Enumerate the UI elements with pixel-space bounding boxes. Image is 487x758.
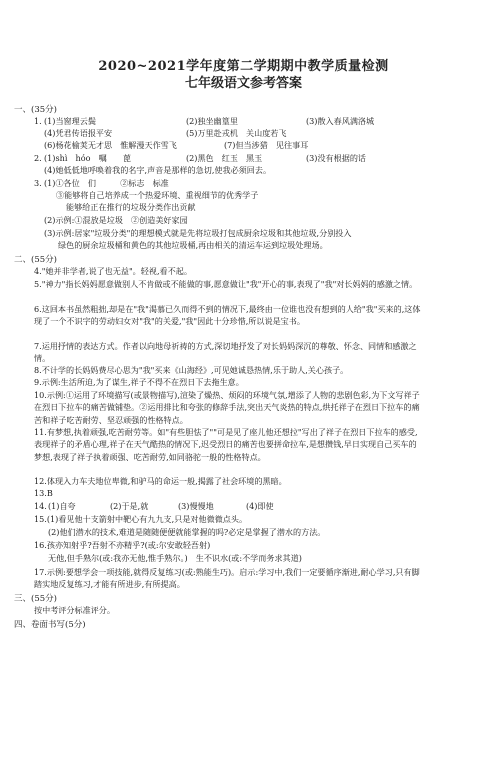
q16-answer-1: 16.孩亦知射乎?吾射不亦精乎?(或:尔安敢轻吾射) <box>34 540 211 550</box>
q1-answer-3: (3)散入春风满洛城 <box>306 116 375 126</box>
q9-answer: 9.示例:生活所迫,为了谋生,祥子不得不在烈日下去拖生意。 <box>34 377 244 387</box>
q4-answer: 4."她并非学者,说了也无益"。轻视,看不起。 <box>34 266 192 276</box>
section-three-note: 按中考评分标准评分。 <box>34 605 115 615</box>
q12-answer: 12.体现入力车夫地位卑微,和驴马的命运一般,揭露了社会环境的黑暗。 <box>34 476 287 486</box>
q15-answer-1: 15.(1)看见他十支箭射中靶心有九九支,只是对他微微点头。 <box>34 514 248 524</box>
section-three-heading: 三、(55分) <box>14 594 57 604</box>
q3-number: 3. <box>34 178 42 188</box>
q3-answer-3: 能够给正在推行的垃圾分类作出贡献 <box>66 202 196 212</box>
q3-answer-2: ③能够将自己培养成一个热爱环境、重视细节的优秀学子 <box>56 190 259 200</box>
section-one-heading: 一、(35分) <box>14 105 57 115</box>
q8-answer: 8.不计学的长妈妈费尽心思为"我"买来《山海经》,可见她诚恳热情,乐于助人,关心孩子。 <box>34 365 349 375</box>
q1-answer-5: (5)万里赴戎机 关山度若飞 <box>186 128 287 138</box>
q14-answer-1: (1)自夸 <box>48 501 76 511</box>
q14-answer-3: (3)慢慢地 <box>178 501 214 511</box>
section-two-heading: 二、(55分) <box>14 255 57 265</box>
exam-subtitle: 七年级语文参考答案 <box>184 76 302 91</box>
q14-answer-2: (2)于是,就 <box>110 501 149 511</box>
q7-answer: 7.运用抒情的表达方式。作者以向地母祈祷的方式,深切地抒发了对长妈妈深沉的尊敬、怀念、同情和感激之情。 <box>34 341 417 364</box>
q2-answer-4: (4)她低低地呼唤着我的名字,声音是那样的急切,使我必须回去。 <box>44 165 272 175</box>
q15-answer-2: (2)他们潜水的技术,难道是随随便便就能掌握的吗?必定是掌握了潜水的方法。 <box>48 527 326 537</box>
q16-answer-2: 无他,但手熟尔(或:我亦无他,惟手熟尔。) 生不识水(或:不学而务求其道) <box>48 553 302 563</box>
q1-answer-4: (4)凭君传语报平安 <box>44 128 113 138</box>
exam-title: 2020~2021学年度第二学期期中教学质量检测 <box>98 59 389 74</box>
q14-answer-4: (4)即使 <box>246 501 274 511</box>
q2-answer-2: (2)黑色 红玉 黑玉 <box>186 153 263 163</box>
q1-answer-2: (2)独坐幽篁里 <box>186 116 238 126</box>
q10-answer: 10.示例:①运用了环境描写(或景物描写),渲染了燥热、烦闷的环境气氛,增添了人物的悲剧色彩,为下文写祥子在烈日下拉车的痛苦做铺垫。②运用排比和夸张的修辞手法,突出天气炎热的特点,烘托祥子在烈日下拉车的痛苦和祥子吃苦耐劳、坚忍顽强的性格特点。 <box>34 390 420 425</box>
q2-number: 2. <box>34 153 42 163</box>
q13-answer: 13.B <box>34 488 53 498</box>
q3-answer-4: (2)示例:①混放是垃圾 ②创造美好家园 <box>44 215 188 225</box>
q17-answer: 17.示例:要想学会一项技能,就得反复练习(或:熟能生巧)。启示:学习中,我们一定要循序渐进,耐心学习,只有脚踏实地反复练习,才能有所进步,有所提高。 <box>34 567 420 590</box>
q3-answer-6: 绿色的厨余垃圾桶和黄色的其他垃圾桶,再由相关的清运车运到垃圾处理场。 <box>58 240 328 250</box>
q1-answer-7: (7)但当涉猎 见往事耳 <box>224 140 309 150</box>
q2-answer-3: (3)没有根据的话 <box>306 153 367 163</box>
q1-number: 1. <box>34 116 42 126</box>
q6-answer: 6.这回本书虽然粗拙,却是在"我"渴慕已久而得不到的情况下,最终由一位谁也没有想到的人给"我"买来的,这体现了一个不识字的劳动妇女对"我"的关爱,"我"因此十分珍惜,所以说是宝书。 <box>34 304 421 327</box>
q3-answer-5: (3)示例:居家"垃圾分类"的理想模式就是先将垃圾打包成厨余垃圾和其他垃圾,分别投入 <box>44 228 352 238</box>
section-four-heading: 四、卷面书写(5分) <box>14 620 86 630</box>
q14-number: 14. <box>34 501 47 511</box>
q3-answer-1: (1)①各位 们 ②标志 标准 <box>44 178 169 188</box>
q1-answer-6: (6)杨花榆荚无才思 惟解漫天作雪飞 <box>44 140 177 150</box>
q11-answer: 11.有梦想,执着顽强,吃苦耐劳等。如"有些胆怯了""可是见了座儿他还想拉"写出了祥子在烈日下拉车的感受,表现祥子的矛盾心理,祥子在天气酷热的情况下,迟受烈日的痛苦也要拼命拉车,是想攒钱,早日实现自己买车的梦想,表现了祥子执着顽强、吃苦耐劳,如同骆驼一般的性格特点。 <box>34 427 418 462</box>
q1-answer-1: (1)当窗理云鬓 <box>44 116 96 126</box>
q2-answer-1: (1)shì hóo 嘱 蓖 <box>44 153 131 163</box>
q5-answer: 5."神力"指长妈妈愿意做别人不肯做或不能做的事,愿意做让"我"开心的事,表现了"我"对长妈妈的感激之情。 <box>34 279 418 289</box>
